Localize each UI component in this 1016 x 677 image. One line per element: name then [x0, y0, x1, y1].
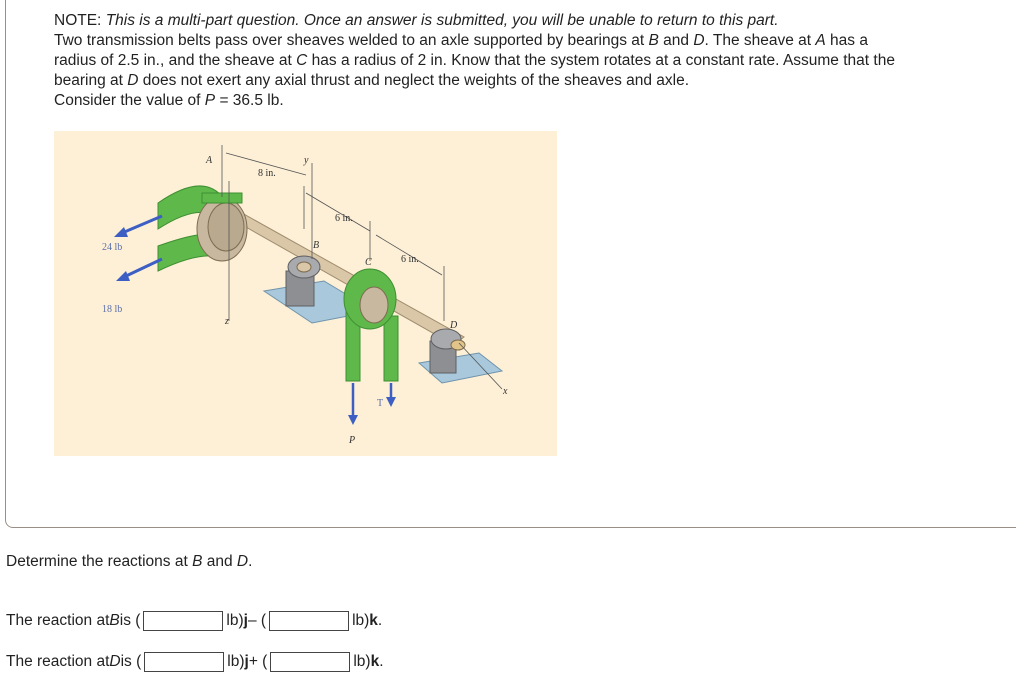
problem-line-3: radius of 2.5 in., and the sheave at C has a radius of 2 in. Know that the system rotates at a constant rate. Assume that the [54, 52, 895, 69]
axle-figure [54, 131, 557, 456]
label-force1: 24 lb [102, 242, 123, 253]
reaction-d-k-input[interactable] [270, 652, 350, 672]
problem-line-5: Consider the value of P = 36.5 lb. [54, 92, 284, 109]
label-y: y [304, 155, 309, 166]
label-p: P [349, 435, 356, 446]
answer-row-b: The reaction at B is ( lb) j – ( lb) k . [6, 612, 383, 629]
note-label: NOTE: [54, 12, 102, 29]
label-force2: 18 lb [102, 304, 123, 315]
force-arrow-24 [122, 216, 162, 233]
problem-line-2: Two transmission belts pass over sheaves welded to an axle supported by bearings at B and D. The sheave at A has a [54, 32, 868, 49]
label-t: T [377, 398, 384, 409]
label-dim2: 6 in. [335, 213, 353, 224]
problem-line-4: bearing at D does not exert any axial thrust and neglect the weights of the sheaves and axle. [54, 72, 690, 89]
label-z: z [225, 316, 229, 327]
label-d: D [450, 320, 458, 331]
label-x: x [503, 386, 508, 397]
label-a: A [206, 155, 213, 166]
prompt-text: Determine the reactions at B and D. [6, 553, 253, 570]
force-arrow-18 [124, 259, 162, 277]
answer-row-d: The reaction at D is ( lb) j + ( lb) k . [6, 653, 384, 670]
reaction-b-j-input[interactable] [143, 611, 223, 631]
question-text [54, 11, 1014, 111]
sheave-c [360, 287, 388, 323]
axle-diagram [54, 131, 557, 456]
label-c: C [365, 257, 372, 268]
reaction-b-k-input[interactable] [269, 611, 349, 631]
axle [214, 203, 464, 345]
note-line [54, 11, 1014, 31]
belt-c-right [384, 316, 398, 381]
label-dim3: 6 in. [401, 254, 419, 265]
dim-6in-1 [306, 193, 370, 231]
label-b: B [313, 240, 320, 251]
reaction-d-j-input[interactable] [144, 652, 224, 672]
note-text: This is a multi-part question. Once an answer is submitted, you will be unable to return to this part. [105, 12, 779, 29]
label-dim1: 8 in. [258, 168, 276, 179]
